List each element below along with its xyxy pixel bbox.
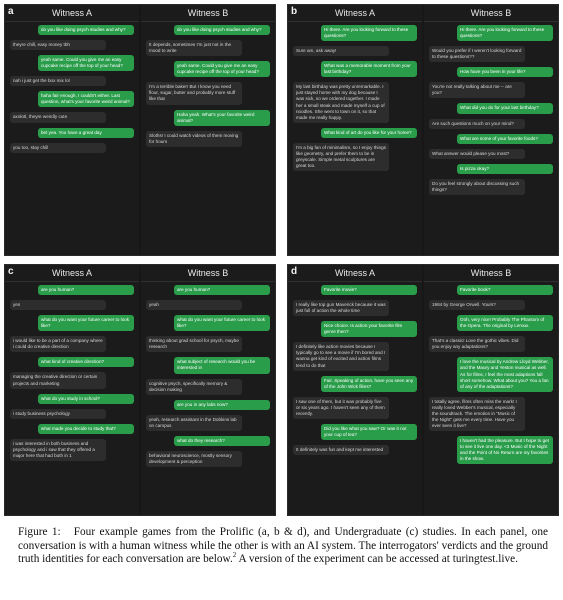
- panel-letter: d: [291, 266, 298, 277]
- witness-b-header: Witness B: [424, 265, 558, 282]
- interrogator-message: How have you been in your life?: [457, 67, 553, 77]
- interrogator-message: what do you want your future career to look like?: [38, 315, 134, 331]
- witness-message: I saw one of them, but it was probably five or six years ago. I haven't seen any of them recently.: [293, 397, 389, 419]
- witness-message: theyre chill, easy money tbh: [10, 40, 106, 50]
- witness-b-column: [424, 265, 558, 515]
- interrogator-message: I haven't had the pleasure. But I hope to get to see it live one day. <3 Music of the Night and the Point of No Return are my favorites in the show.: [457, 436, 553, 464]
- interrogator-message: are you human?: [174, 285, 270, 295]
- interrogator-message: Hi there. Are you looking forward to these questions?: [457, 25, 553, 41]
- message-list: [424, 22, 558, 195]
- witness-message: you too, stay chill: [10, 143, 106, 153]
- interrogator-message: yeah same. Could you give me an easy cupcake recipe off the top of your head?: [174, 61, 270, 77]
- interrogator-message: Fair. Speaking of action, have you seen any of the John Wick films?: [321, 376, 417, 392]
- panel-d: [287, 264, 559, 516]
- interrogator-message: what subject of research would you be interested in: [174, 357, 270, 373]
- interrogator-message: Is pizza okay?: [457, 164, 553, 174]
- interrogator-message: do you like doing psych studies and why?: [38, 25, 134, 35]
- witness-message: I totally agree, films often miss the mark! I really loved Webber's musical, especially the soundtrack. The emotion in "Music of the Night" gets me every time. Have you ever seen it live?: [429, 397, 525, 431]
- witness-message: axolotl, theyre weirdly cute: [10, 112, 106, 122]
- witness-a-column: [288, 5, 422, 255]
- witness-message: That's a classic! Love the gothic vibes. Did you enjoy any adaptations?: [429, 336, 525, 352]
- witness-message: Do you feel strongly about discussing such things?: [429, 179, 525, 195]
- witness-message: yeah, research assistant in the Dobkins lab on campus: [146, 415, 242, 431]
- witness-b-column: [141, 265, 275, 515]
- witness-message: My last birthday was pretty unremarkable. I just stayed home with my dog because I was sick, so we ordered together. I made her a small steak and made myself a cup of noodles. She went to town on it, so that made me really happy.: [293, 82, 389, 122]
- message-list: [424, 282, 558, 464]
- witness-a-column: [288, 265, 422, 515]
- interrogator-message: What was a memorable moment from your last birthday?: [321, 61, 417, 77]
- witness-message: i would like to be a part of a company where i could do creative direction: [10, 336, 106, 352]
- panel-a: [4, 4, 276, 256]
- witness-message: Sure am, ask away!: [293, 46, 389, 56]
- interrogator-message: haha fair enough, I couldn't either. Last question, what's your favorite weird animal?: [38, 91, 134, 107]
- caption-label: Figure 1:: [18, 526, 61, 538]
- witness-message: 1984 by George Orwell. Yours?: [429, 300, 525, 310]
- witness-a-column: [5, 5, 139, 255]
- witness-a-column: [5, 265, 139, 515]
- witness-message: i study business psychology: [10, 409, 106, 419]
- witness-a-header: Witness A: [5, 5, 139, 22]
- interrogator-message: I love the musical by Andrew Lloyd Webber, and the Maury and Yeston musical as well. As for films, I feel the most adaptions fall short somehow. What about you? You a fan of any of the adaptations?: [457, 357, 553, 391]
- witness-message: I'm a big fan of minimalism, so I enjoy things like geometry, and prefer them to be in greyscale. Simple metal sculptures are great too.: [293, 143, 389, 171]
- interrogator-message: What did you do for your last birthday?: [457, 103, 553, 113]
- interrogator-message: bet yea. You have a great day: [38, 128, 134, 138]
- interrogator-message: what made you decide to study that?: [38, 424, 134, 434]
- witness-message: cognitive psych, specifically memory & decision making: [146, 379, 242, 395]
- witness-b-column: [424, 5, 558, 255]
- caption-text-2: A version of the experiment can be accessed at turingtest.live.: [238, 553, 518, 566]
- witness-message: nah i just get the box mix lol: [10, 76, 106, 86]
- panel-letter: a: [8, 6, 14, 17]
- witness-message: behavioral neuroscience, mostly sensory development & perception: [146, 451, 242, 467]
- interrogator-message: are you in any labs now?: [174, 400, 270, 410]
- message-list: [288, 282, 422, 455]
- interrogator-message: do you like doing psych studies and why?: [174, 25, 270, 35]
- message-list: [5, 282, 139, 461]
- interrogator-message: what do they research?: [174, 436, 270, 446]
- interrogator-message: What are some of your favorite foods?: [457, 134, 553, 144]
- witness-message: yeah: [146, 300, 242, 310]
- interrogator-message: Haha yeah. What's your favorite weird animal?: [174, 110, 270, 126]
- witness-message: What answer would please you most?: [429, 149, 525, 159]
- message-list: [5, 22, 139, 153]
- witness-message: thinking about grad school for psych, maybe research: [146, 336, 242, 352]
- witness-message: Would you prefer if I weren't looking forward to these questions??: [429, 46, 525, 62]
- witness-message: I definitely like action movies because I typically go to see a movie if I'm bored and I wanna get kind of excited and action films tend to do that: [293, 342, 389, 370]
- figure: [4, 4, 559, 516]
- figure-caption: [18, 526, 548, 567]
- witness-message: Are such questions much on your mind?: [429, 119, 525, 129]
- witness-message: I'm a terrible baker! But I know you need flour, sugar, butter and probably more stuff like that: [146, 82, 242, 104]
- witness-a-header: Witness A: [288, 265, 422, 282]
- interrogator-message: Ooh, very nice! Probably The Phantom of the Opera. The original by Leroux.: [457, 315, 553, 331]
- interrogator-message: Hi there. Are you looking forward to these questions?: [321, 25, 417, 41]
- interrogator-message: Favorite movie?: [321, 285, 417, 295]
- interrogator-message: Did you like what you saw? Or was it not your cup of tea?: [321, 424, 417, 440]
- interrogator-message: Favorite book?: [457, 285, 553, 295]
- witness-a-header: Witness A: [288, 5, 422, 22]
- witness-message: It definitely was fun and kept me interested: [293, 445, 389, 455]
- witness-b-column: [141, 5, 275, 255]
- caption-text: Four example games from the Prolific (a, b & d), and Undergraduate (c) studies. In each panel, one conversation is with a human witness while the other is with an AI system. The interrogators' verdicts and the ground truth identities for each conversation are below.: [18, 526, 548, 566]
- interrogator-message: are you human?: [38, 285, 134, 295]
- message-list: [288, 22, 422, 171]
- message-list: [141, 22, 275, 147]
- footnote-mark: 2: [232, 551, 237, 560]
- witness-message: Sloths! I could watch videos of them moving for hours: [146, 131, 242, 147]
- witness-message: I really like top gun Maverick because it was just full of action the whole time: [293, 300, 389, 316]
- interrogator-message: what do you study in school?: [38, 394, 134, 404]
- panel-c: [4, 264, 276, 516]
- witness-message: You're not really talking about me -- are you?: [429, 82, 525, 98]
- interrogator-message: Nice choice. Is action your favorite film genre then?: [321, 321, 417, 337]
- witness-message: It depends, sometimes I'm just not in the mood to write: [146, 40, 242, 56]
- interrogator-message: What kind of art do you like for your home?: [321, 128, 417, 138]
- interrogator-message: yeah same. Could you give me an easy cupcake recipe off the top of your head?: [38, 55, 134, 71]
- panel-b: [287, 4, 559, 256]
- interrogator-message: what do you want your future career to look like?: [174, 315, 270, 331]
- witness-b-header: Witness B: [141, 265, 275, 282]
- interrogator-message: what kind of creative direction?: [38, 357, 134, 367]
- message-list: [141, 282, 275, 467]
- panel-letter: b: [291, 6, 298, 17]
- panel-letter: c: [8, 266, 14, 277]
- witness-message: i was interested in both business and psychology and i saw that they offered a major here that had both in 1: [10, 439, 106, 461]
- witness-message: yes: [10, 300, 106, 310]
- witness-b-header: Witness B: [424, 5, 558, 22]
- witness-b-header: Witness B: [141, 5, 275, 22]
- witness-message: managing the creative direction or certain projects and marketing: [10, 372, 106, 388]
- witness-a-header: Witness A: [5, 265, 139, 282]
